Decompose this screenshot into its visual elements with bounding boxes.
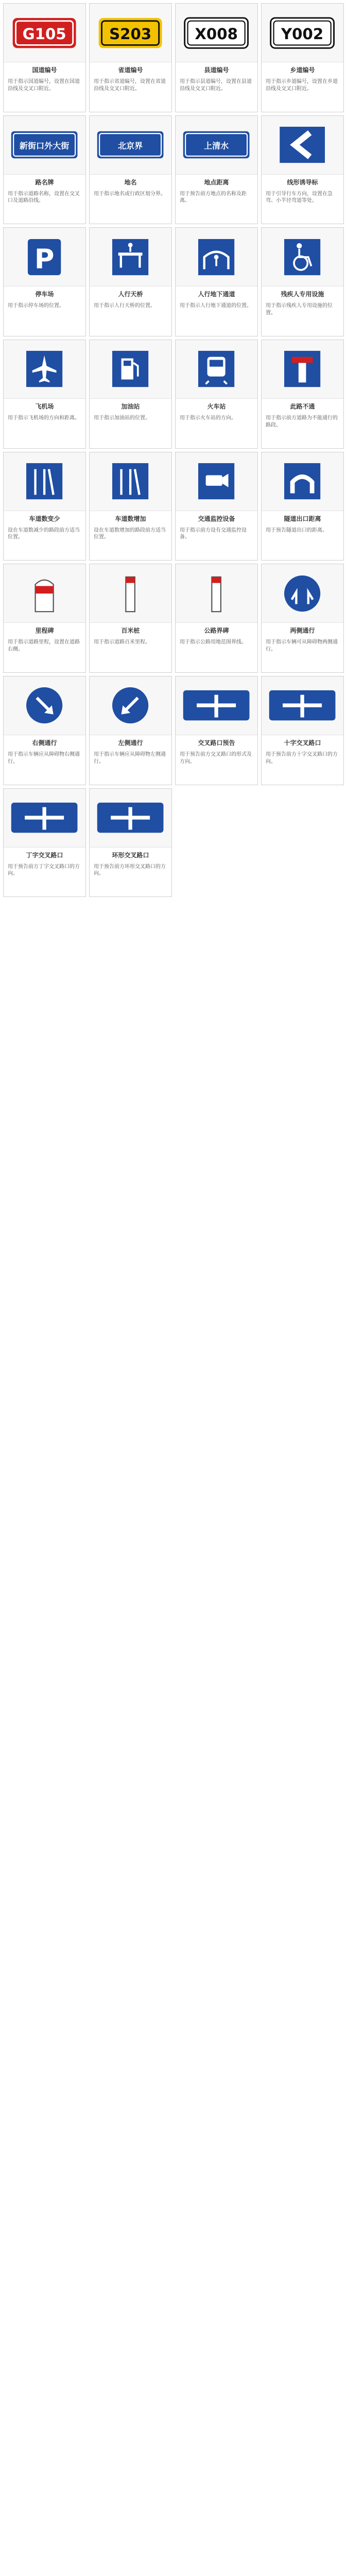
sign-description: 用于预告前方十字交叉路口的方向。 — [266, 752, 338, 765]
sign-caption: 县道编号 — [204, 66, 229, 74]
sign-card — [89, 115, 172, 225]
sign-description: 用于指示前方道路为不能通行的路段。 — [266, 415, 338, 428]
junction-sign-icon — [4, 789, 85, 848]
sign-card — [261, 3, 344, 112]
sign-description: 用于指示道路里程，设置在道路右侧。 — [8, 639, 80, 652]
sign-caption: 人行天桥 — [118, 291, 143, 298]
sign-card — [175, 340, 258, 449]
sign-card — [3, 227, 86, 336]
sign-caption: 地点距离 — [204, 178, 229, 186]
sign-caption: 残疾人专用设施 — [281, 291, 324, 298]
sign-description: 用于指示停车场的位置。 — [8, 303, 64, 309]
sign-description: 用于指示县道编号，设置在县道沿线及交叉口附近。 — [180, 79, 252, 92]
sign-caption: 交叉路口预告 — [198, 739, 235, 747]
sign-card — [89, 564, 172, 673]
sign-description: 用于指示地名或行政区划分界。 — [94, 191, 166, 197]
airport-sign-icon — [4, 340, 85, 399]
post-sign-icon — [176, 564, 257, 623]
sign-card — [89, 452, 172, 561]
sign-caption: 车道数增加 — [115, 515, 146, 522]
fuel-sign-icon — [90, 340, 171, 399]
sign-caption: 人行地下通道 — [198, 291, 235, 298]
route-y-sign-icon — [262, 4, 343, 62]
sign-card — [261, 452, 344, 561]
junction-sign-icon — [176, 676, 257, 735]
post-sign-icon — [90, 564, 171, 623]
left-pass-sign-icon — [90, 676, 171, 735]
sign-description: 用于指示乡道编号，设置在乡道沿线及交叉口附近。 — [266, 79, 338, 92]
sign-description: 用于指示公路用地范围界线。 — [180, 639, 247, 646]
svg-text:新街口外大街: 新街口外大街 — [20, 141, 70, 151]
sign-description: 用于预告隧道出口的距离。 — [266, 527, 327, 533]
sign-description: 用于指示火车站的方向。 — [180, 415, 236, 421]
sign-card — [89, 227, 172, 336]
sign-caption: 路名牌 — [35, 178, 54, 186]
sign-card — [261, 340, 344, 449]
sign-card — [175, 452, 258, 561]
sign-description: 用于指示人行天桥的位置。 — [94, 303, 155, 309]
sign-description: 用于指示道路名称，设置在交叉口及道路沿线。 — [8, 191, 80, 204]
sign-card — [89, 340, 172, 449]
sign-description: 用于预告前方丁字交叉路口的方向。 — [8, 863, 80, 877]
sign-description: 用于预告前方地点的名称及距离。 — [180, 191, 247, 204]
route-g-sign-icon — [4, 4, 85, 62]
ped-tunnel-sign-icon — [176, 228, 257, 286]
sign-description: 用于引导行车方向，设置在急弯、小半径弯道等处。 — [266, 191, 333, 204]
chevron-sign-icon — [262, 116, 343, 175]
deadend-sign-icon — [262, 340, 343, 399]
sign-description: 设在车道数增加的路段前方适当位置。 — [94, 527, 166, 540]
sign-card — [3, 564, 86, 673]
sign-card — [175, 115, 258, 225]
sign-caption: 此路不通 — [290, 403, 315, 411]
sign-card — [89, 676, 172, 785]
panel-sign-icon — [90, 116, 171, 175]
lanes-sign-icon — [90, 452, 171, 511]
svg-text:P: P — [34, 243, 55, 275]
sign-description: 用于指示车辆应从障碍物左侧通行。 — [94, 752, 166, 765]
route-s-sign-icon — [90, 4, 171, 62]
sign-description: 用于指示省道编号，设置在省道沿线及交叉口附近。 — [94, 79, 166, 92]
milestone-sign-icon — [4, 564, 85, 623]
sign-description: 用于预告前方交叉路口的形式及方向。 — [180, 752, 252, 765]
sign-caption: 飞机场 — [35, 403, 54, 411]
sign-caption: 火车站 — [207, 403, 226, 411]
sign-description: 用于指示残疾人专用设施的位置。 — [266, 303, 333, 316]
tunnel-sign-icon — [262, 452, 343, 511]
sign-caption: 丁字交叉路口 — [26, 851, 63, 859]
sign-description: 用于指示车辆应从障碍物右侧通行。 — [8, 752, 80, 765]
ped-bridge-sign-icon — [90, 228, 171, 286]
sign-caption: 两侧通行 — [290, 627, 315, 635]
sign-card — [3, 115, 86, 225]
sign-description: 用于指示道路百米里程。 — [94, 639, 150, 646]
sign-caption: 地名 — [124, 178, 137, 186]
panel-sign-icon — [176, 116, 257, 175]
parking-sign-icon — [4, 228, 85, 286]
route-x-sign-icon — [176, 4, 257, 62]
right-pass-sign-icon — [4, 676, 85, 735]
sign-card — [261, 227, 344, 336]
sign-description: 用于指示飞机场的方向和距离。 — [8, 415, 80, 421]
svg-text:上清水: 上清水 — [204, 141, 229, 151]
sign-caption: 停车场 — [35, 291, 54, 298]
sign-card — [175, 676, 258, 785]
sign-card — [261, 115, 344, 225]
sign-card — [3, 340, 86, 449]
sign-caption: 左侧通行 — [118, 739, 143, 747]
sign-caption: 线形诱导标 — [287, 178, 318, 186]
sign-description: 设在车道数减少的路段前方适当位置。 — [8, 527, 80, 540]
junction-sign-icon — [90, 789, 171, 848]
lanes-sign-icon — [4, 452, 85, 511]
sign-caption: 百米桩 — [121, 627, 140, 635]
sign-caption: 隧道出口距离 — [284, 515, 321, 522]
sign-caption: 省道编号 — [118, 66, 143, 74]
sign-caption: 乡道编号 — [290, 66, 315, 74]
train-sign-icon — [176, 340, 257, 399]
svg-text:X008: X008 — [195, 25, 238, 43]
sign-caption: 右侧通行 — [32, 739, 57, 747]
sign-card — [175, 227, 258, 336]
sign-caption: 公路界碑 — [204, 627, 229, 635]
sign-caption: 车道数变少 — [29, 515, 60, 522]
sign-caption: 里程碑 — [35, 627, 54, 635]
sign-caption: 环形交叉路口 — [112, 851, 149, 859]
sign-description: 用于指示车辆可从障碍物两侧通行。 — [266, 639, 338, 652]
camera-sign-icon — [176, 452, 257, 511]
sign-caption: 十字交叉路口 — [284, 739, 321, 747]
junction-sign-icon — [262, 676, 343, 735]
svg-text:Y002: Y002 — [281, 25, 324, 43]
svg-text:S203: S203 — [109, 25, 152, 43]
sign-description: 用于指示前方设有交通监控设备。 — [180, 527, 247, 540]
svg-text:G105: G105 — [22, 25, 67, 43]
sign-description: 用于指示加油站的位置。 — [94, 415, 150, 421]
sign-card — [261, 676, 344, 785]
sign-card — [175, 3, 258, 112]
sign-caption: 加油站 — [121, 403, 140, 411]
sign-card — [261, 564, 344, 673]
sign-description: 用于指示人行地下通道的位置。 — [180, 303, 252, 309]
sign-description: 用于预告前方环形交叉路口的方向。 — [94, 863, 166, 877]
sign-card — [89, 3, 172, 112]
both-sides-sign-icon — [262, 564, 343, 623]
sign-caption: 交通监控设备 — [198, 515, 235, 522]
sign-card — [3, 3, 86, 112]
sign-card — [89, 788, 172, 897]
sign-caption: 国道编号 — [32, 66, 57, 74]
svg-text:北京界: 北京界 — [118, 141, 143, 151]
sign-card — [175, 564, 258, 673]
sign-description: 用于指示国道编号，设置在国道沿线及交叉口附近。 — [8, 79, 80, 92]
sign-card — [3, 676, 86, 785]
panel-sign-icon — [4, 116, 85, 175]
disabled-sign-icon — [262, 228, 343, 286]
sign-card — [3, 788, 86, 897]
sign-card — [3, 452, 86, 561]
